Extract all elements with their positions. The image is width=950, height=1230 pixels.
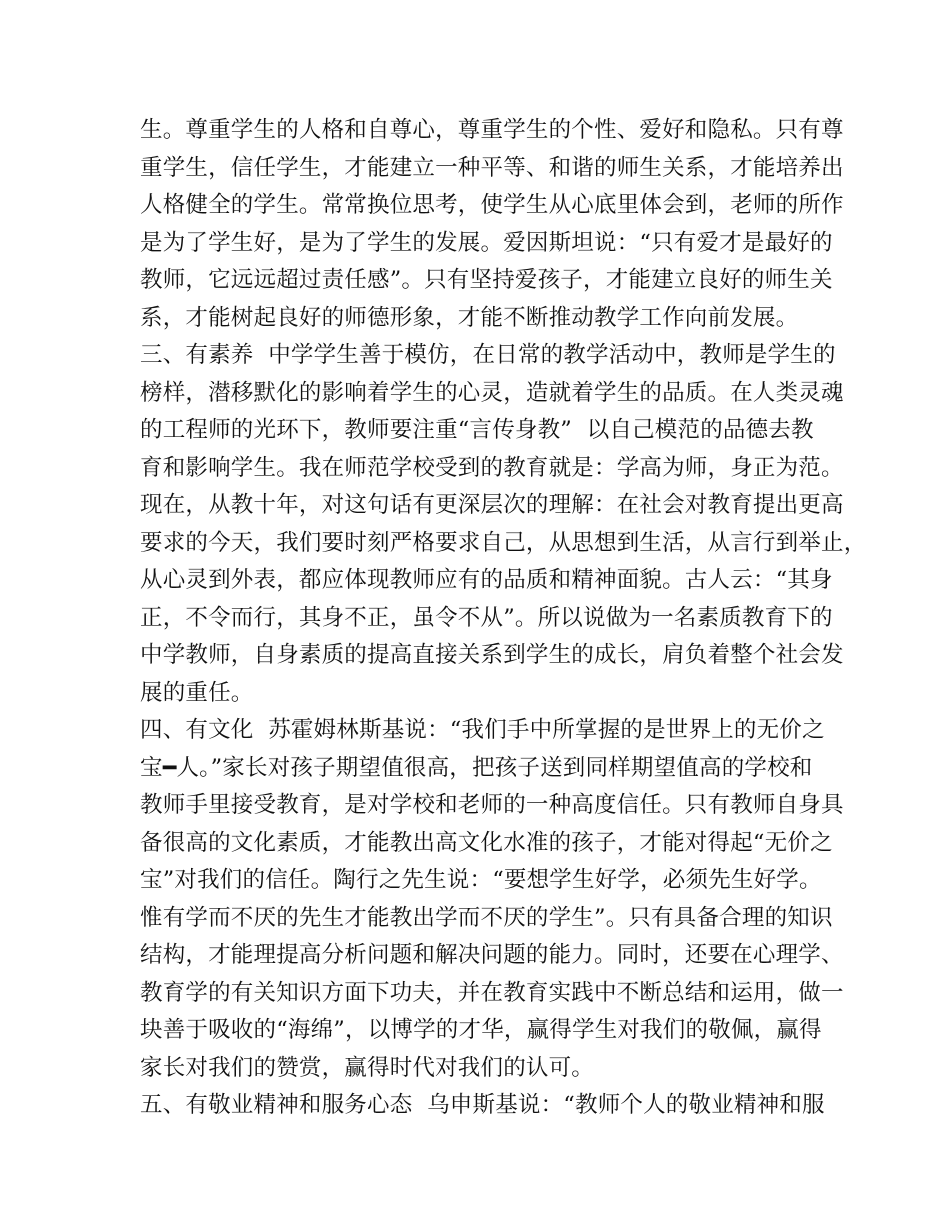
text-line: 要求的今天，我们要时刻严格要求自己，从思想到生活，从言行到举止， xyxy=(140,529,867,556)
text-line: 重学生，信任学生，才能建立一种平等、和谐的师生关系，才能培养出 xyxy=(140,154,844,181)
text-line: 教师，它远远超过责任感”。只有坚持爱孩子，才能建立良好的师生关 xyxy=(140,267,833,293)
section-heading-line: 四、有文化 苏霍姆林斯基说：“我们手中所掌握的是世界上的无价之 xyxy=(140,717,825,743)
text-line: 家长对我们的赞赏，赢得时代对我们的认可。 xyxy=(140,1054,595,1081)
text-line: 教育学的有关知识方面下功夫，并在教育实践中不断总结和运用，做一 xyxy=(140,979,844,1006)
section-heading-line: 三、有素养 中学学生善于模仿，在日常的教学活动中，教师是学生的 xyxy=(140,342,836,368)
text-line: 中学教师，自身素质的提高直接关系到学生的成长，肩负着整个社会发 xyxy=(140,642,844,668)
text-line: 榜样，潜移默化的影响着学生的心灵，造就着学生的品质。在人类灵魂 xyxy=(140,379,844,406)
text-line: 宝━人。”家长对孩子期望值很高，把孩子送到同样期望值高的学校和 xyxy=(140,754,813,781)
text-line: 惟有学而不厌的先生才能教出学而不厌的学生”。只有具备合理的知识 xyxy=(140,904,833,931)
text-line: 人格健全的学生。常常换位思考，使学生从心底里体会到，老师的所作 xyxy=(140,192,844,218)
text-line: 从心灵到外表，都应体现教师应有的品质和精神面貌。古人云：“其身 xyxy=(140,567,833,593)
text-line: 结构，才能理提高分析问题和解决问题的能力。同时，还要在心理学、 xyxy=(140,942,844,968)
text-line: 系，才能树起良好的师德形象，才能不断推动教学工作向前发展。 xyxy=(140,304,799,331)
text-line: 宝”对我们的信任。陶行之先生说：“要想学生好学，必须先生好学。 xyxy=(140,867,822,893)
text-line: 育和影响学生。我在师范学校受到的教育就是：学高为师，身正为范。 xyxy=(140,454,844,481)
text-line: 是为了学生好，是为了学生的发展。爱因斯坦说：“只有爱才是最好的 xyxy=(140,229,833,256)
text-line: 展的重任。 xyxy=(140,679,254,706)
document-page xyxy=(140,112,867,1125)
section-heading-line: 五、有敬业精神和服务心态 乌申斯基说：“教师个人的敬业精神和服 xyxy=(140,1092,825,1118)
text-line: 的工程师的光环下，教师要注重“言传身教” 以自己模范的品德去教 xyxy=(140,417,814,443)
text-line: 正，不令而行，其身不正，虽令不从”。所以说做为一名素质教育下的 xyxy=(140,604,833,631)
text-line: 教师手里接受教育，是对学校和老师的一种高度信任。只有教师自身具 xyxy=(140,792,844,818)
text-line: 现在，从教十年，对这句话有更深层次的理解：在社会对教育提出更高 xyxy=(140,492,844,518)
text-line: 备很高的文化素质，才能教出高文化水准的孩子，才能对得起“无价之 xyxy=(140,829,833,856)
text-line: 块善于吸收的“海绵”，以博学的才华，赢得学生对我们的敬佩，赢得 xyxy=(140,1017,822,1043)
text-line: 生。尊重学生的人格和自尊心，尊重学生的个性、爱好和隐私。只有尊 xyxy=(140,117,844,143)
